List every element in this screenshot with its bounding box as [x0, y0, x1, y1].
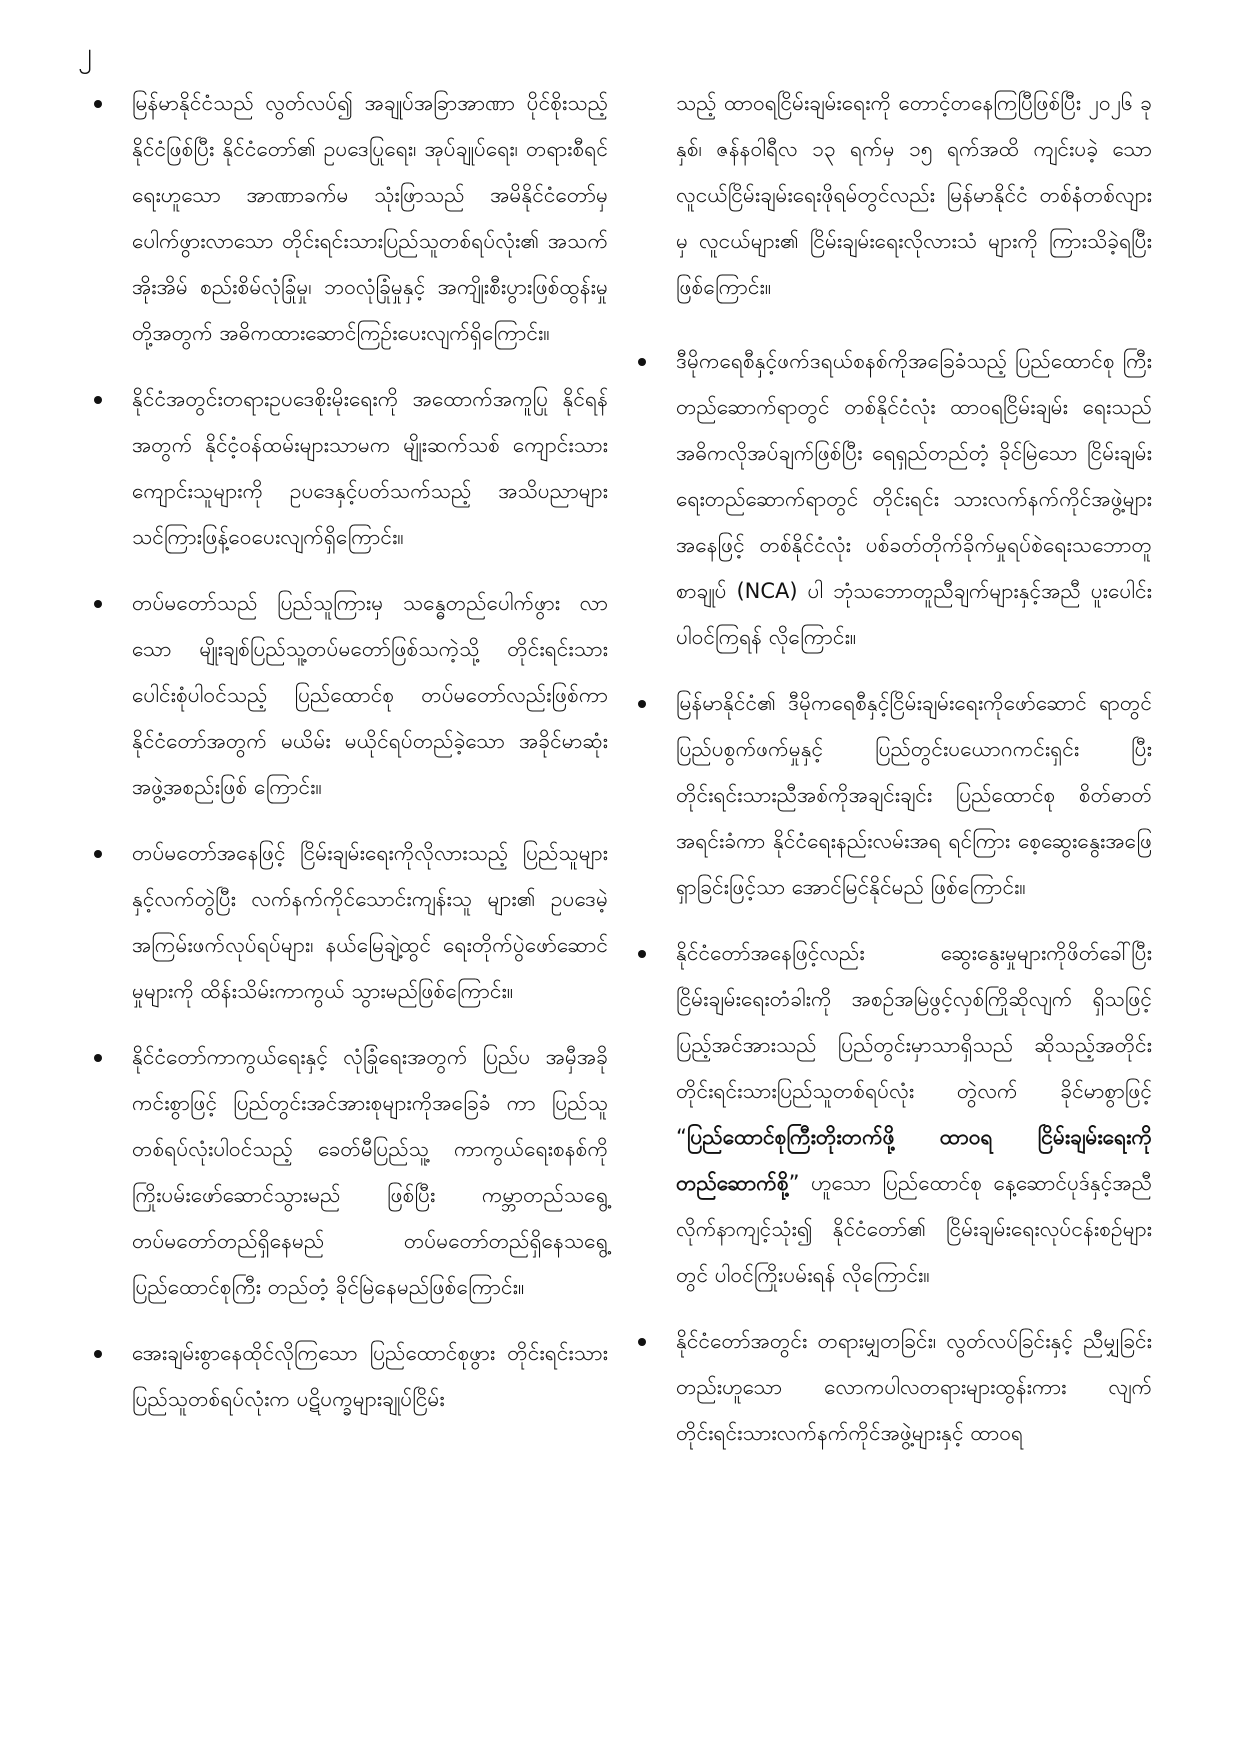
paragraph-text-after: ” ဟူသော ပြည်ထောင်စု နေ့ဆောင်ပုဒ်နှင့်အညီ လိုက်နာကျင့်သုံး၍ နိုင်ငံတော်၏ ငြိမ်းချမ်းရေးလုပ်ငန်းစဉ်များတွင် ပါဝင်ကြိုးပမ်းရန် လိုကြောင်း။ — [676, 1171, 1152, 1287]
bullet-icon — [94, 850, 102, 858]
bullet-icon — [638, 1338, 646, 1346]
paragraph-text: အေးချမ်းစွာနေထိုင်လိုကြသော ပြည်ထောင်စုဖွား တိုင်းရင်းသားပြည်သူတစ်ရပ်လုံးက ပဋိပက္ခများချုပ်ငြိမ်း — [132, 1341, 608, 1411]
paragraph-text: နိုင်ငံတော်ကာကွယ်ရေးနှင့် လုံခြုံရေးအတွက် ပြည်ပ အမှီအခိုကင်းစွာဖြင့် ပြည်တွင်းအင်အားစုများကိုအခြေခံ ကာ ပြည်သူတစ်ရပ်လုံးပါဝင်သည့် ခေတ်မီပြည်သူ့ ကာကွယ်ရေးစနစ်ကို ကြိုးပမ်းဖော်ဆောင်သွားမည် ဖြစ်ပြီး ကမ္ဘာတည်သရွေ့ တပ်မတော်တည်ရှိနေမည် တပ်မတော်တည်ရှိနေသရွေ့ ပြည်ထောင်စုကြီး တည်တံ့ ခိုင်မြဲနေမည်ဖြစ်ကြောင်း။ — [132, 1045, 608, 1299]
bullet-paragraph — [632, 338, 1152, 660]
bullet-icon — [94, 396, 102, 404]
union-day-slogan: ပြည်ထောင်စုကြီးတိုးတက်ဖို့ ထာဝရ ငြိမ်းချမ်းရေးကို တည်ဆောက်စို့ — [676, 1125, 1152, 1195]
bullet-icon — [94, 100, 102, 108]
paragraph-text: မြန်မာနိုင်ငံသည် လွတ်လပ်၍ အချုပ်အခြာအာဏာ ပိုင်စိုးသည့်နိုင်ငံဖြစ်ပြီး နိုင်ငံတော်၏ ဥပဒေပြုရေး၊ အုပ်ချုပ်ရေး၊ တရားစီရင်ရေးဟူသော အာဏာခက်မ သုံးဖြာသည် အမိနိုင်ငံတော်မှ ပေါက်ဖွားလာသော တိုင်းရင်းသားပြည်သူတစ်ရပ်လုံး၏ အသက်အိုးအိမ် စည်းစိမ်လုံခြုံမှု၊ ဘဝလုံခြုံမှုနှင့် အကျိုးစီးပွားဖြစ်ထွန်းမှု တို့အတွက် အဓိကထားဆောင်ကြဉ်းပေးလျက်ရှိကြောင်း။ — [132, 91, 608, 345]
bullet-paragraph — [88, 580, 608, 810]
page-number: ၂ — [78, 36, 92, 69]
continued-paragraph — [632, 80, 1152, 310]
paragraph-text: နိုင်ငံအတွင်းတရားဥပဒေစိုးမိုးရေးကို အထောက်အကူပြု နိုင်ရန်အတွက် နိုင်ငံ့ဝန်ထမ်းများသာမက မျိုးဆက်သစ် ကျောင်းသားကျောင်းသူများကို ဥပဒေနှင့်ပတ်သက်သည့် အသိပညာများ သင်ကြားဖြန့်ဝေပေးလျက်ရှိကြောင်း။ — [132, 387, 608, 549]
bullet-paragraph — [632, 680, 1152, 910]
bullet-paragraph — [88, 376, 608, 560]
bullet-paragraph — [88, 1330, 608, 1422]
paragraph-text: တပ်မတော်အနေဖြင့် ငြိမ်းချမ်းရေးကိုလိုလားသည့် ပြည်သူများနှင့်လက်တွဲပြီး လက်နက်ကိုင်သောင်းကျန်းသူ များ၏ ဥပဒေမဲ့အကြမ်းဖက်လုပ်ရပ်များ၊ နယ်မြေချဲ့ထွင် ရေးတိုက်ပွဲဖော်ဆောင်မှုများကို ထိန်းသိမ်းကာကွယ် သွားမည်ဖြစ်ကြောင်း။ — [132, 841, 608, 1003]
bullet-icon — [94, 600, 102, 608]
bullet-icon — [638, 950, 646, 958]
bullet-icon — [94, 1350, 102, 1358]
bullet-paragraph — [88, 1034, 608, 1310]
bullet-icon — [638, 358, 646, 366]
paragraph-text: ဒီမိုကရေစီနှင့်ဖက်ဒရယ်စနစ်ကိုအခြေခံသည့် ပြည်ထောင်စု ကြီးတည်ဆောက်ရာတွင် တစ်နိုင်ငံလုံး ထာဝရငြိမ်းချမ်း ရေးသည် အဓိကလိုအပ်ချက်ဖြစ်ပြီး ရေရှည်တည်တံ့ ခိုင်မြဲသော ငြိမ်းချမ်းရေးတည်ဆောက်ရာတွင် တိုင်းရင်း သားလက်နက်ကိုင်အဖွဲ့များအနေဖြင့် တစ်နိုင်ငံလုံး ပစ်ခတ်တိုက်ခိုက်မှုရပ်စဲရေးသဘောတူစာချုပ် (NCA) ပါ ဘုံသဘောတူညီချက်များနှင့်အညီ ပူးပေါင်းပါဝင်ကြရန် လိုကြောင်း။ — [676, 349, 1152, 649]
right-column — [632, 80, 1152, 1476]
paragraph-text: မြန်မာနိုင်ငံ၏ ဒီမိုကရေစီနှင့်ငြိမ်းချမ်းရေးကိုဖော်ဆောင် ရာတွင် ပြည်ပစွက်ဖက်မှုနှင့် ပြည်တွင်းပယောဂကင်းရှင်း ပြီး တိုင်းရင်းသားညီအစ်ကိုအချင်းချင်း ပြည်ထောင်စု စိတ်ဓာတ်အရင်းခံကာ နိုင်ငံရေးနည်းလမ်းအရ ရင်ကြား စေ့ဆွေးနွေးအဖြေရှာခြင်းဖြင့်သာ အောင်မြင်နိုင်မည် ဖြစ်ကြောင်း။ — [676, 691, 1152, 899]
paragraph-text: သည့် ထာဝရငြိမ်းချမ်းရေးကို တောင့်တနေကြပြီဖြစ်ပြီး ၂၀၂၆ ခုနှစ်၊ ဇန်နဝါရီလ ၁၃ ရက်မှ ၁၅ ရက်အထိ ကျင်းပခဲ့ သော လူငယ်ငြိမ်းချမ်းရေးဖိုရမ်တွင်လည်း မြန်မာနိုင်ငံ တစ်နံတစ်လျားမှ လူငယ်များ၏ ငြိမ်းချမ်းရေးလိုလားသံ များကို ကြားသိခဲ့ရပြီးဖြစ်ကြောင်း။ — [676, 91, 1152, 299]
bullet-icon — [638, 700, 646, 708]
paragraph-text: တပ်မတော်သည် ပြည်သူကြားမှ သန္ဓေတည်ပေါက်ဖွား လာသော မျိုးချစ်ပြည်သူ့တပ်မတော်ဖြစ်သကဲ့သို့ တိုင်းရင်းသားပေါင်းစုံပါဝင်သည့် ပြည်ထောင်စု တပ်မတော်လည်းဖြစ်ကာ နိုင်ငံတော်အတွက် မယိမ်း မယိုင်ရပ်တည်ခဲ့သော အခိုင်မာဆုံးအဖွဲ့အစည်းဖြစ် ကြောင်း။ — [132, 591, 608, 799]
paragraph-text-before: နိုင်ငံတော်အနေဖြင့်လည်း ဆွေးနွေးမှုများကိုဖိတ်ခေါ်ပြီး ငြိမ်းချမ်းရေးတံခါးကို အစဉ်အမြဲဖွင့်လှစ်ကြိုဆိုလျက် ရှိသဖြင့် ပြည့်အင်အားသည် ပြည်တွင်းမှာသာရှိသည် ဆိုသည့်အတိုင်း တိုင်းရင်းသားပြည်သူတစ်ရပ်လုံး တွဲလက် ခိုင်မာစွာဖြင့် “ — [676, 941, 1152, 1149]
paragraph-text: နိုင်ငံတော်အတွင်း တရားမျှတခြင်း၊ လွတ်လပ်ခြင်းနှင့် ညီမျှခြင်းတည်းဟူသော လောကပါလတရားများထွန်းကား လျက် တိုင်းရင်းသားလက်နက်ကိုင်အဖွဲ့များနှင့် ထာဝရ — [676, 1329, 1152, 1445]
left-column — [88, 80, 608, 1442]
bullet-paragraph — [88, 80, 608, 356]
bullet-icon — [94, 1054, 102, 1062]
bullet-paragraph — [88, 830, 608, 1014]
bullet-paragraph — [632, 930, 1152, 1298]
bullet-paragraph — [632, 1318, 1152, 1456]
